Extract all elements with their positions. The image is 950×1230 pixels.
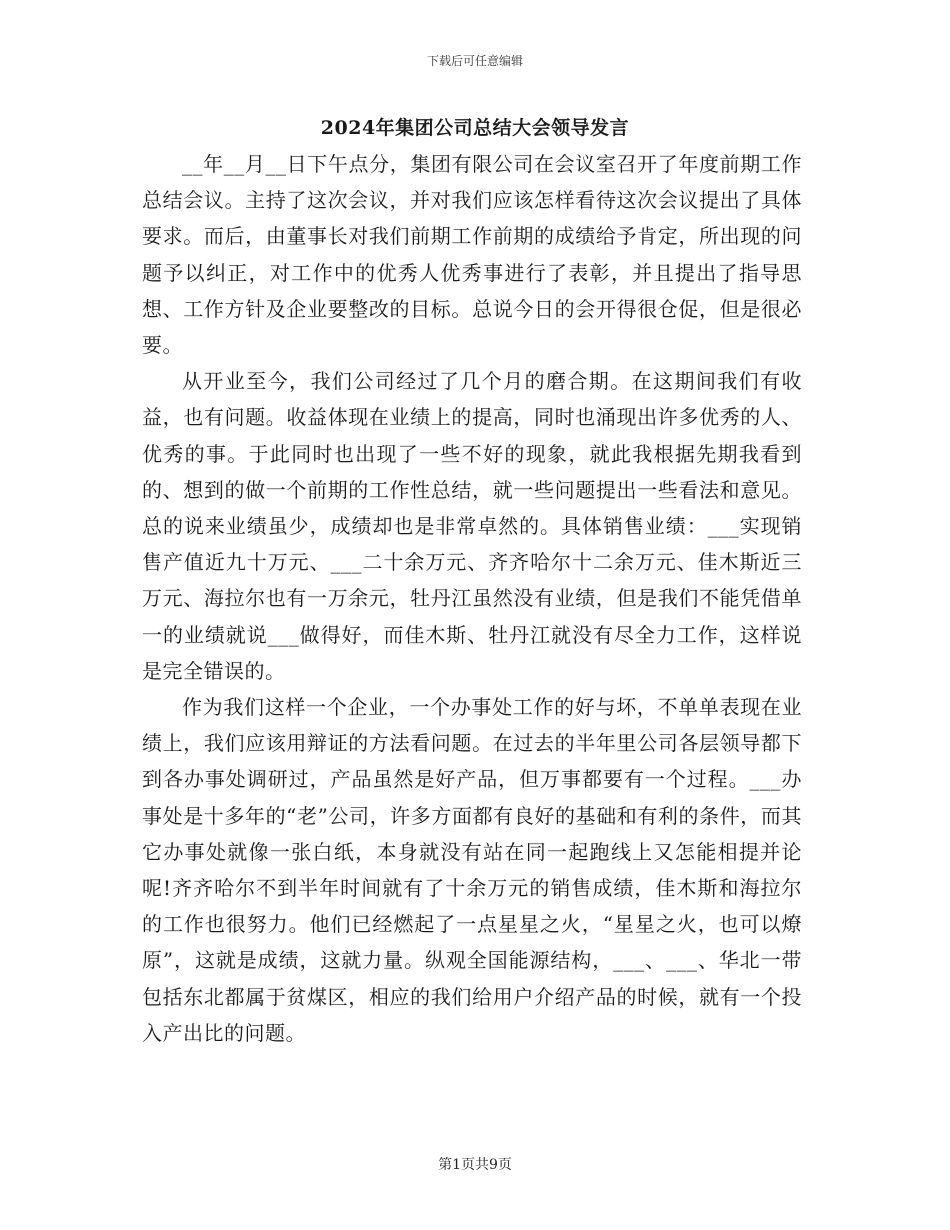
page-header-note: 下载后可任意编辑	[426, 54, 523, 68]
page-number: 第1页共9页	[438, 1157, 512, 1173]
document-title: 2024年集团公司总结大会领导发言	[320, 117, 630, 139]
paragraph-1: __年__月__日下午点分，集团有限公司在会议室召开了年度前期工作总结会议。主持了这次会议，并对我们应该怎样看待这次会议提出了具体要求。而后，由董事长对我们前期工作前期的成绩给予肯定，所出现的问题予以纠正，对工作中的优秀人优秀事进行了表彰，并且提出了指导思想、工作方针及企业要整改的目标。总说今日的会开得很仓促，但是很必要。	[142, 152, 802, 358]
document-body	[142, 146, 802, 1051]
paragraph-2: 从开业至今，我们公司经过了几个月的磨合期。在这期间我们有收益，也有问题。收益体现在业绩上的提高，同时也涌现出许多优秀的人、优秀的事。于此同时也出现了一些不好的现象，就此我根据先期我看到的、想到的做一个前期的工作性总结，就一些问题提出一些看法和意见。总的说来业绩虽少，成绩却也是非常卓然的。具体销售业绩：___实现销售产值近九十万元、___二十余万元、齐齐哈尔十二余万元、佳木斯近三万元、海拉尔也有一万余元，牡丹江虽然没有业绩，但是我们不能凭借单一的业绩就说___做得好，而佳木斯、牡丹江就没有尽全力工作，这样说是完全错误的。	[142, 369, 802, 683]
paragraph-3: 作为我们这样一个企业，一个办事处工作的好与坏，不单单表现在业绩上，我们应该用辩证的方法看问题。在过去的半年里公司各层领导都下到各办事处调研过，产品虽然是好产品，但万事都要有一个过程。___办事处是十多年的“老”公司，许多方面都有良好的基础和有利的条件，而其它办事处就像一张白纸，本身就没有站在同一起跑线上又怎能相提并论呢!齐齐哈尔不到半年时间就有了十余万元的销售成绩，佳木斯和海拉尔的工作也很努力。他们已经燃起了一点星星之火，“星星之火，也可以燎原”，这就是成绩，这就力量。纵观全国能源结构，___、___、华北一带包括东北都属于贫煤区，相应的我们给用户介绍产品的时候，就有一个投入产出比的问题。	[142, 695, 802, 1045]
